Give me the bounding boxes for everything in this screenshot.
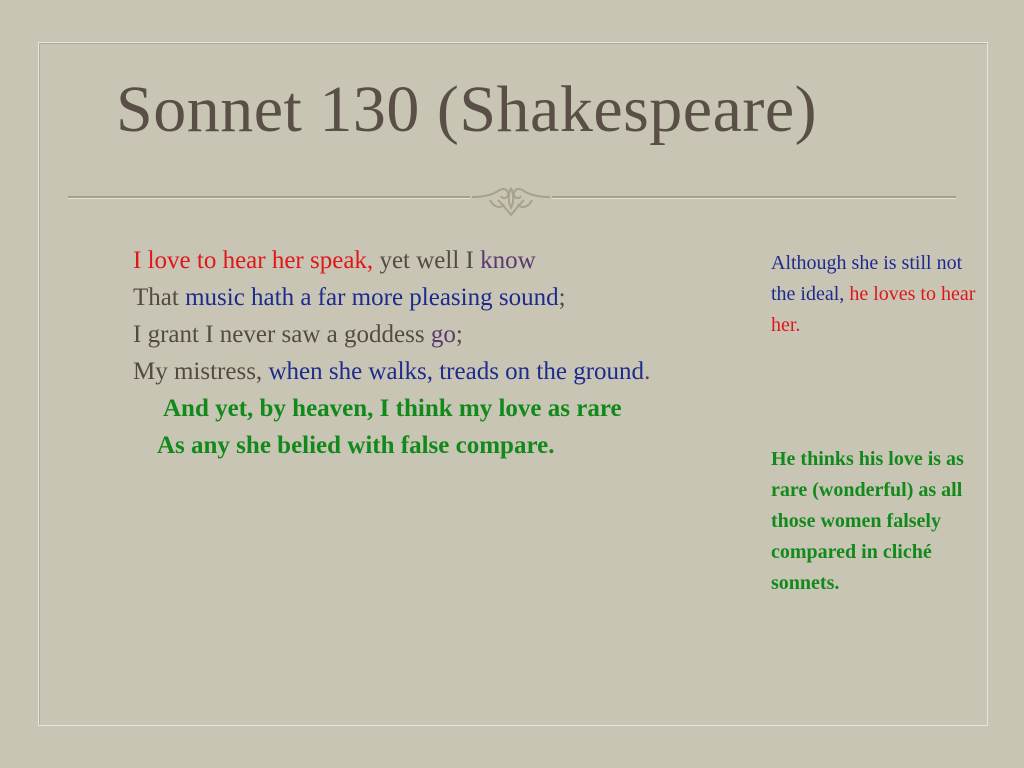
annotation-note-1-highlight: he loves to hear her. [771,283,976,336]
poem-line-4-start: My mistress, [133,358,269,385]
annotation-note-2: He thinks his love is as rare (wonderful) as all those women falsely compared in cliché sonnets. [771,448,964,594]
poem-line-2 [133,279,650,316]
poem-line-2-highlight: music hath a far more pleasing sound [185,284,559,311]
poem-line-3-start: I grant I never saw a goddess [133,321,431,348]
scroll-ornament-icon [470,182,552,218]
poem-line-3 [133,316,650,353]
poem-excerpt [133,242,650,464]
poem-line-4-end: . [644,358,651,385]
poem-line-3-highlight: go [430,321,456,348]
annotation-note-1 [771,248,991,341]
poem-line-1-end: know [480,247,536,274]
title-divider-right [552,196,956,199]
poem-line-5: And yet, by heaven, I think my love as rare [163,395,622,422]
poem-line-3-end: ; [455,321,463,348]
poem-line-2-start: That [133,284,186,311]
poem-line-4 [133,353,650,390]
slide-title: Sonnet 130 (Shakespeare) [116,73,818,146]
poem-line-1-text: yet well I [373,247,481,274]
annotation-note-1-text: Although she is still not the ideal, [771,252,963,305]
poem-line-2-end: ; [558,284,566,311]
title-divider-left [68,196,470,199]
poem-line-4-highlight: when she walks, treads on the ground [268,358,645,385]
poem-line-1-highlight: I love to hear her speak, [133,247,374,274]
poem-line-6: As any she belied with false compare. [157,432,555,459]
poem-line-1 [133,242,650,279]
